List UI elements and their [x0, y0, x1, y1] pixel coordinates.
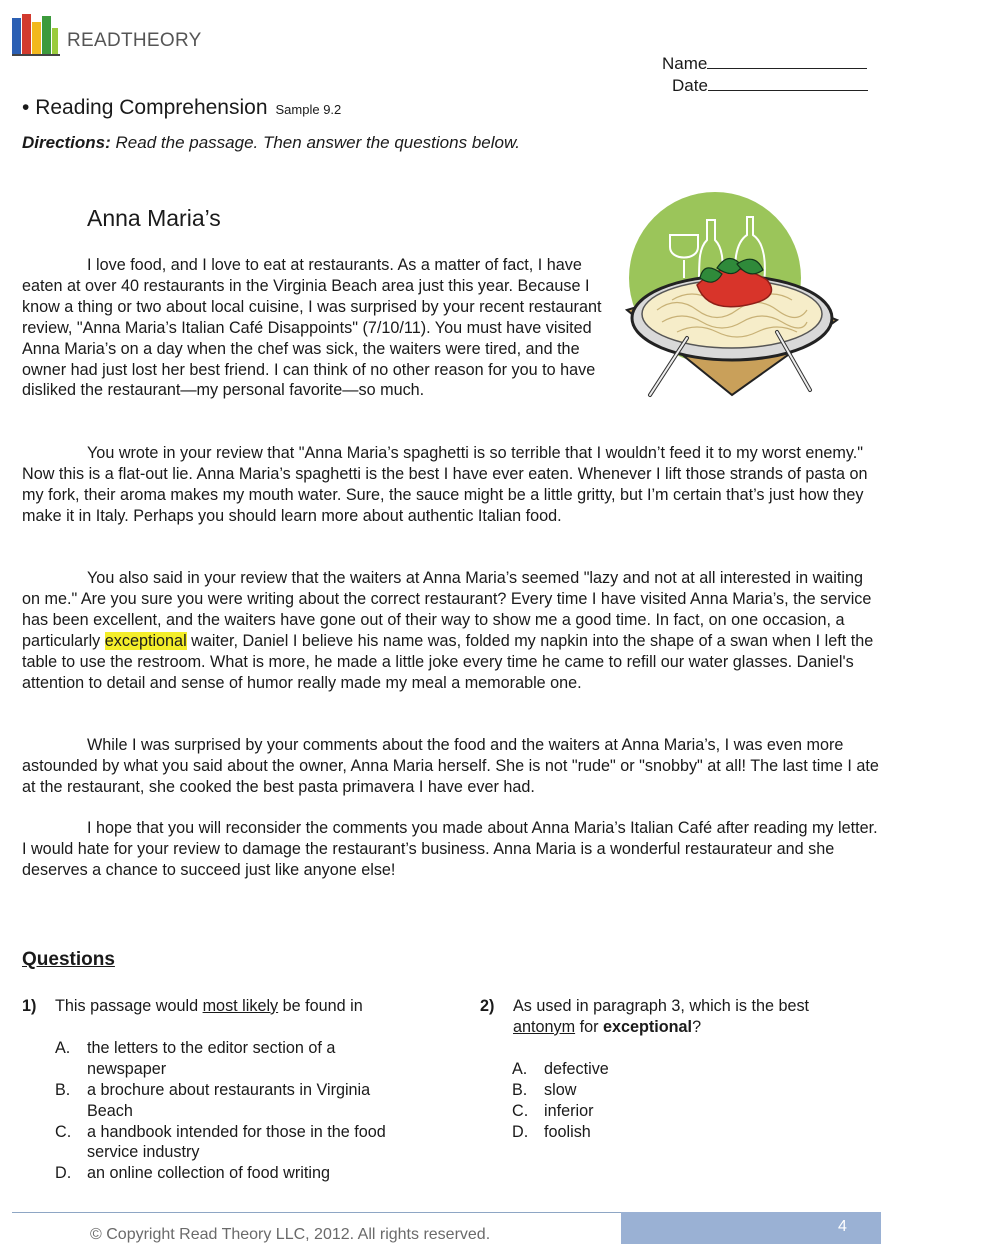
directions: Directions: Read the passage. Then answer the questions below. — [22, 133, 521, 152]
question-1-text: This passage would most likely be found in — [55, 997, 363, 1015]
question-1: 1) This passage would most likely be found in A. the letters to the editor section of a newspaper B. a brochure about restaurants in Virginia Beach C. a handbook intended for those in the food service industry D. an online collection of food writing — [22, 996, 442, 1184]
answer-option[interactable]: A. the letters to the editor section of a newspaper — [55, 1038, 336, 1078]
copyright: © Copyright Read Theory LLC, 2012. All rights reserved. — [90, 1226, 491, 1243]
question-2-options — [480, 1059, 880, 1143]
passage-title: Anna Maria’s — [87, 205, 221, 231]
paragraph-3: You also said in your review that the waiters at Anna Maria’s seemed "lazy and not at all interested in waiting on me." Are you sure you were writing about the correct restaurant? Every time I have visited Anna Maria’s, the service has been excellent, and the waiters have gone out of their way to show me a good time. In fact, on one occasion, a particularly exceptional waiter, Daniel I believe his name was, folded my napkin into the shape of a swan when I left the table to use the restroom. What is more, he made a little joke every time he came to refill our water glasses. Daniel's attention to detail and sense of humor really made my meal a memorable one. — [22, 569, 874, 692]
paragraph-5: I hope that you will reconsider the comments you made about Anna Maria’s Italian Café after reading my letter. I would hate for your review to damage the restaurant’s business. Anna Maria is a wonderful restaurateur and she deserves a chance to succeed just like anyone else! — [22, 819, 878, 879]
section-title: • Reading Comprehension Sample 9.2 — [22, 96, 342, 119]
question-2-text: As used in paragraph 3, which is the best antonym for exceptional? — [513, 997, 810, 1036]
question-2: 2) As used in paragraph 3, which is the best antonym for exceptional? A. defective B. slow C. inferior D. foolish — [480, 996, 880, 1142]
readtheory-logo-icon — [12, 14, 62, 56]
answer-option[interactable]: C. inferior — [512, 1101, 594, 1120]
paragraph-2: You wrote in your review that "Anna Maria’s spaghetti is so terrible that I wouldn’t feed it to my worst enemy." Now this is a flat-out lie. Anna Maria’s spaghetti is the best I have ever eaten. Whenever I lift those strands of pasta on my fork, their aroma makes my mouth water. Sure, the sauce might be a little gritty, but I’m certain that’s just how they make it in Italy. Perhaps you should learn more about authentic Italian food. — [22, 444, 868, 525]
answer-option[interactable]: C. a handbook intended for those in the food service industry — [55, 1122, 386, 1162]
footer-divider — [12, 1212, 622, 1213]
answer-option[interactable]: B. slow — [512, 1080, 577, 1099]
page-number: 4 — [838, 1218, 847, 1235]
date-field[interactable]: Date — [672, 76, 868, 96]
answer-option[interactable]: D. foolish — [512, 1122, 591, 1141]
highlighted-word: exceptional — [104, 631, 187, 650]
question-1-options — [22, 1038, 442, 1184]
sample-label: Sample 9.2 — [275, 102, 342, 117]
questions-heading: Questions — [22, 949, 115, 970]
name-field[interactable]: Name — [662, 54, 867, 74]
paragraph-4: While I was surprised by your comments about the food and the waiters at Anna Maria’s, I was even more astounded by what you said about the owner, Anna Maria herself. She is not "rude" or "snobby" at all! The last time I ate at the restaurant, she cooked the best pasta primavera I have ever had. — [22, 736, 879, 796]
answer-option[interactable]: A. defective — [512, 1059, 609, 1078]
spaghetti-illustration — [612, 190, 842, 410]
brand-name: READTHEORY — [67, 30, 202, 51]
paragraph-1: I love food, and I love to eat at restaurants. As a matter of fact, I have eaten at over 40 restaurants in the Virginia Beach area just this year. Because I know a thing or two about local cuisine, I was surprised by your recent restaurant review, "Anna Maria’s Italian Café Disappoints" (7/10/11). You must have visited Anna Maria’s on a day when the chef was sick, the waiters were tired, and the owner had just lost her best friend. I can think of no other reason for you to have disliked the restaurant—my personal favorite—so much. — [22, 256, 602, 400]
answer-option[interactable]: D. an online collection of food writing — [55, 1164, 330, 1183]
answer-option[interactable]: B. a brochure about restaurants in Virginia Beach — [55, 1080, 371, 1120]
